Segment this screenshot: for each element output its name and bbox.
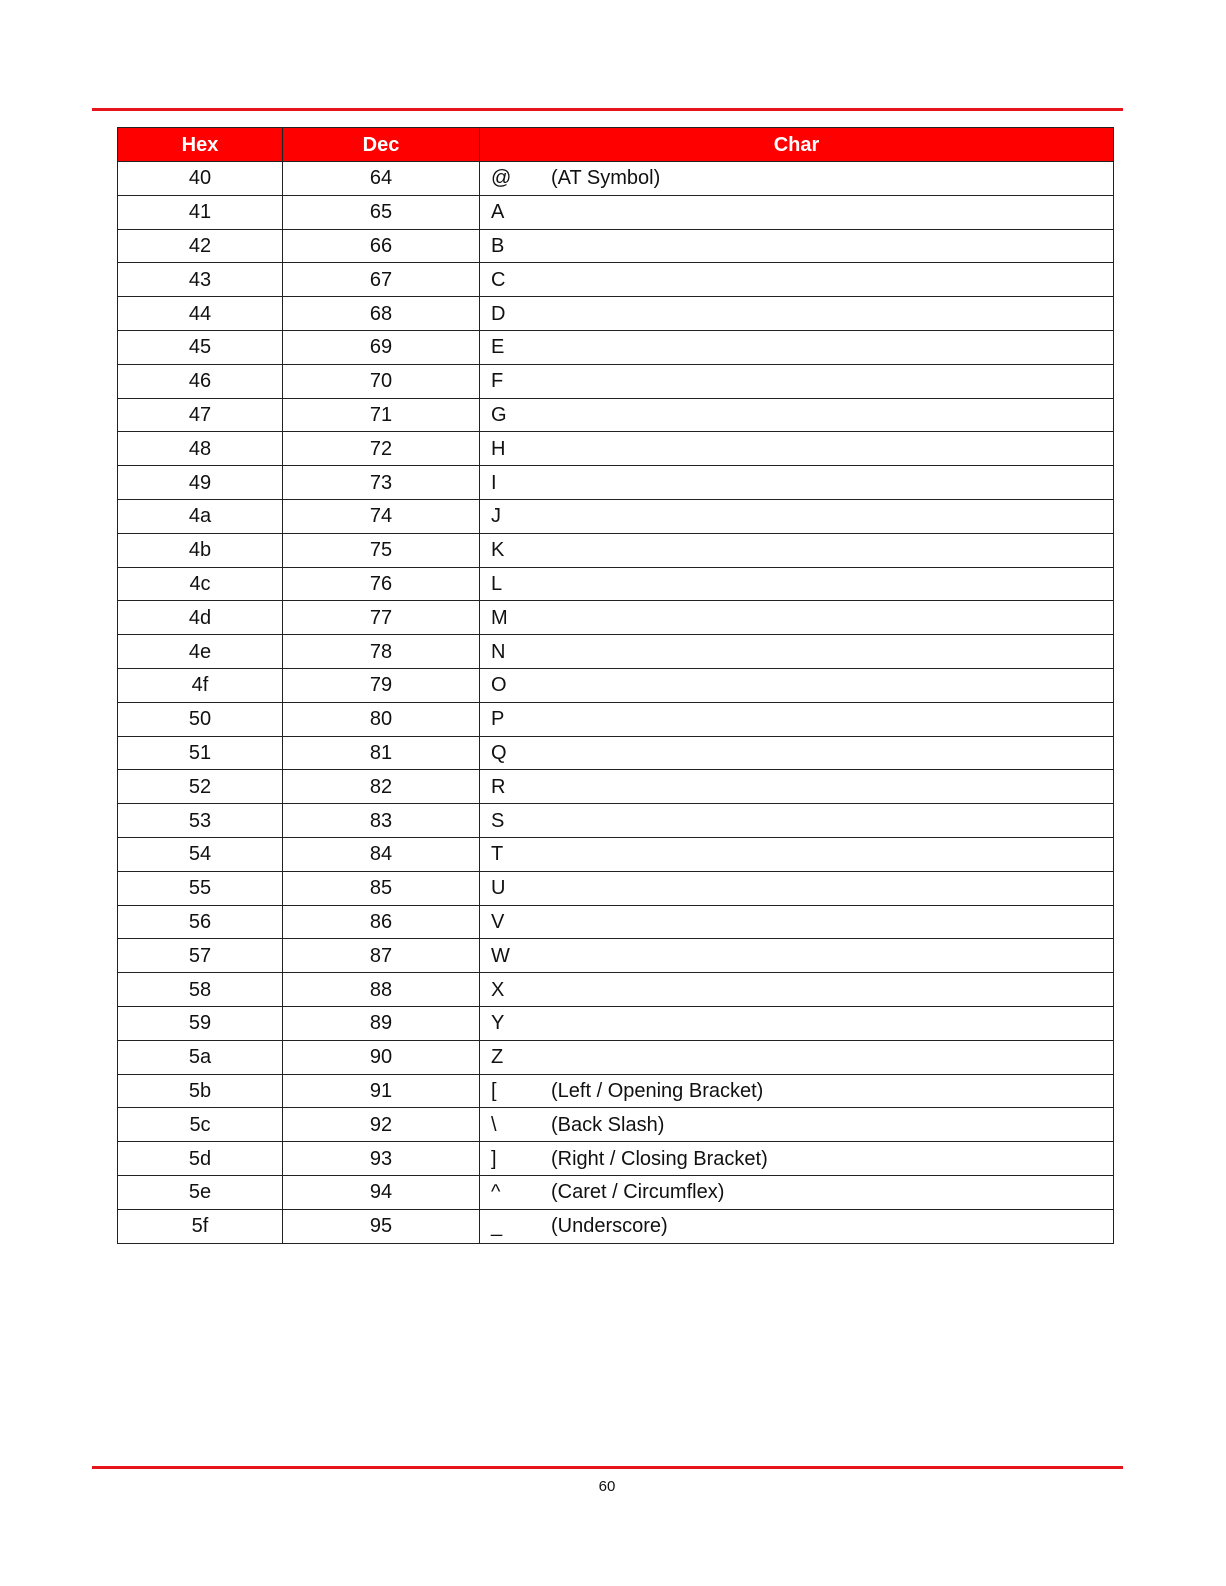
table-row [118, 702, 1114, 736]
table-row [118, 601, 1114, 635]
hex-cell: 5f [118, 1209, 283, 1243]
dec-cell: 92 [283, 1108, 480, 1142]
table-body [118, 162, 1114, 1244]
hex-cell: 4b [118, 533, 283, 567]
hex-cell: 4f [118, 668, 283, 702]
char-cell [480, 432, 1114, 466]
char-cell [480, 939, 1114, 973]
table-row [118, 297, 1114, 331]
char-cell [480, 702, 1114, 736]
char-cell [480, 1006, 1114, 1040]
hex-cell: 45 [118, 330, 283, 364]
table-row [118, 398, 1114, 432]
table-row [118, 1006, 1114, 1040]
table-row [118, 905, 1114, 939]
char-glyph: \ [491, 1113, 497, 1136]
header-hex: Hex [118, 128, 283, 162]
hex-cell: 59 [118, 1006, 283, 1040]
char-cell [480, 601, 1114, 635]
hex-cell: 5b [118, 1074, 283, 1108]
char-glyph: T [491, 843, 504, 866]
hex-cell: 49 [118, 466, 283, 500]
char-cell [480, 770, 1114, 804]
dec-cell: 85 [283, 871, 480, 905]
table-row [118, 1074, 1114, 1108]
char-cell [480, 668, 1114, 702]
char-cell [480, 364, 1114, 398]
char-description: (Left / Opening Bracket) [551, 1079, 764, 1102]
table-row [118, 871, 1114, 905]
page-number: 60 [598, 1478, 616, 1495]
dec-cell: 81 [283, 736, 480, 770]
char-glyph: R [491, 775, 506, 798]
hex-cell: 58 [118, 973, 283, 1007]
bottom-rule [92, 1466, 1123, 1469]
dec-cell: 83 [283, 804, 480, 838]
table-row [118, 770, 1114, 804]
hex-cell: 43 [118, 263, 283, 297]
char-cell [480, 567, 1114, 601]
char-cell [480, 1175, 1114, 1209]
table-row [118, 263, 1114, 297]
hex-cell: 4d [118, 601, 283, 635]
char-glyph: B [491, 234, 505, 257]
char-cell [480, 533, 1114, 567]
hex-cell: 48 [118, 432, 283, 466]
char-cell [480, 229, 1114, 263]
dec-cell: 64 [283, 162, 480, 196]
dec-cell: 88 [283, 973, 480, 1007]
char-cell [480, 1209, 1114, 1243]
char-cell [480, 398, 1114, 432]
char-glyph: V [491, 910, 505, 933]
header-char: Char [480, 128, 1114, 162]
char-glyph: O [491, 674, 507, 697]
table-row [118, 1142, 1114, 1176]
char-glyph: [ [491, 1079, 497, 1102]
char-glyph: F [491, 370, 504, 393]
dec-cell: 90 [283, 1040, 480, 1074]
char-glyph: A [491, 201, 505, 224]
char-description: (AT Symbol) [551, 167, 661, 190]
dec-cell: 79 [283, 668, 480, 702]
table-row [118, 1209, 1114, 1243]
hex-cell: 5c [118, 1108, 283, 1142]
table-row [118, 432, 1114, 466]
table-row [118, 668, 1114, 702]
char-glyph: X [491, 978, 505, 1001]
char-glyph: I [491, 471, 497, 494]
dec-cell: 67 [283, 263, 480, 297]
table-row [118, 466, 1114, 500]
char-cell [480, 635, 1114, 669]
char-glyph: G [491, 403, 507, 426]
table-row [118, 635, 1114, 669]
dec-cell: 76 [283, 567, 480, 601]
char-cell [480, 837, 1114, 871]
hex-cell: 41 [118, 195, 283, 229]
char-cell [480, 466, 1114, 500]
dec-cell: 94 [283, 1175, 480, 1209]
table-row [118, 330, 1114, 364]
table-row [118, 804, 1114, 838]
table-row [118, 499, 1114, 533]
dec-cell: 77 [283, 601, 480, 635]
char-glyph: N [491, 640, 506, 663]
char-cell [480, 1108, 1114, 1142]
char-cell [480, 263, 1114, 297]
table-row [118, 1175, 1114, 1209]
ascii-table [117, 127, 1114, 1244]
dec-cell: 82 [283, 770, 480, 804]
dec-cell: 68 [283, 297, 480, 331]
table-row [118, 1108, 1114, 1142]
dec-cell: 95 [283, 1209, 480, 1243]
dec-cell: 93 [283, 1142, 480, 1176]
table-row [118, 973, 1114, 1007]
dec-cell: 72 [283, 432, 480, 466]
table-row [118, 567, 1114, 601]
char-glyph: Z [491, 1046, 504, 1069]
dec-cell: 73 [283, 466, 480, 500]
dec-cell: 89 [283, 1006, 480, 1040]
char-cell [480, 162, 1114, 196]
char-glyph: ^ [491, 1181, 501, 1204]
char-cell [480, 1074, 1114, 1108]
dec-cell: 91 [283, 1074, 480, 1108]
hex-cell: 56 [118, 905, 283, 939]
hex-cell: 5a [118, 1040, 283, 1074]
char-glyph: E [491, 336, 505, 359]
hex-cell: 53 [118, 804, 283, 838]
hex-cell: 4e [118, 635, 283, 669]
dec-cell: 84 [283, 837, 480, 871]
hex-cell: 54 [118, 837, 283, 871]
char-cell [480, 973, 1114, 1007]
dec-cell: 71 [283, 398, 480, 432]
hex-cell: 5e [118, 1175, 283, 1209]
header-dec: Dec [283, 128, 480, 162]
dec-cell: 75 [283, 533, 480, 567]
table-row [118, 195, 1114, 229]
dec-cell: 87 [283, 939, 480, 973]
hex-cell: 44 [118, 297, 283, 331]
char-description: (Back Slash) [551, 1113, 665, 1136]
dec-cell: 65 [283, 195, 480, 229]
table-row [118, 229, 1114, 263]
dec-cell: 86 [283, 905, 480, 939]
dec-cell: 66 [283, 229, 480, 263]
char-cell [480, 1040, 1114, 1074]
dec-cell: 69 [283, 330, 480, 364]
char-glyph: L [491, 572, 503, 595]
char-glyph: U [491, 877, 506, 900]
dec-cell: 70 [283, 364, 480, 398]
char-glyph: M [491, 606, 508, 629]
hex-cell: 46 [118, 364, 283, 398]
table-row [118, 364, 1114, 398]
char-description: (Caret / Circumflex) [551, 1181, 725, 1204]
dec-cell: 78 [283, 635, 480, 669]
char-glyph: Y [491, 1012, 505, 1035]
char-glyph: W [491, 944, 510, 967]
hex-cell: 51 [118, 736, 283, 770]
char-glyph: J [491, 505, 501, 528]
hex-cell: 40 [118, 162, 283, 196]
table-row [118, 533, 1114, 567]
table-row [118, 1040, 1114, 1074]
char-cell [480, 736, 1114, 770]
char-glyph: @ [491, 167, 512, 190]
char-cell [480, 499, 1114, 533]
char-glyph: ] [491, 1147, 497, 1170]
char-cell [480, 1142, 1114, 1176]
hex-cell: 52 [118, 770, 283, 804]
table-row [118, 939, 1114, 973]
table-row [118, 837, 1114, 871]
table-row [118, 736, 1114, 770]
hex-cell: 47 [118, 398, 283, 432]
char-cell [480, 871, 1114, 905]
char-glyph: Q [491, 741, 507, 764]
char-glyph: S [491, 809, 505, 832]
char-glyph: P [491, 708, 505, 731]
char-cell [480, 297, 1114, 331]
dec-cell: 74 [283, 499, 480, 533]
char-glyph: K [491, 539, 505, 562]
char-glyph: H [491, 437, 506, 460]
char-glyph: D [491, 302, 506, 325]
hex-cell: 42 [118, 229, 283, 263]
char-description: (Right / Closing Bracket) [551, 1147, 768, 1170]
top-rule [92, 108, 1123, 111]
dec-cell: 80 [283, 702, 480, 736]
char-cell [480, 330, 1114, 364]
hex-cell: 4a [118, 499, 283, 533]
hex-cell: 4c [118, 567, 283, 601]
table-row [118, 162, 1114, 196]
char-cell [480, 195, 1114, 229]
char-glyph: C [491, 268, 506, 291]
hex-cell: 5d [118, 1142, 283, 1176]
hex-cell: 55 [118, 871, 283, 905]
char-cell [480, 905, 1114, 939]
char-description: (Underscore) [551, 1215, 668, 1238]
table-header-row [118, 128, 1114, 162]
hex-cell: 50 [118, 702, 283, 736]
char-cell [480, 804, 1114, 838]
hex-cell: 57 [118, 939, 283, 973]
char-glyph: _ [491, 1215, 503, 1238]
